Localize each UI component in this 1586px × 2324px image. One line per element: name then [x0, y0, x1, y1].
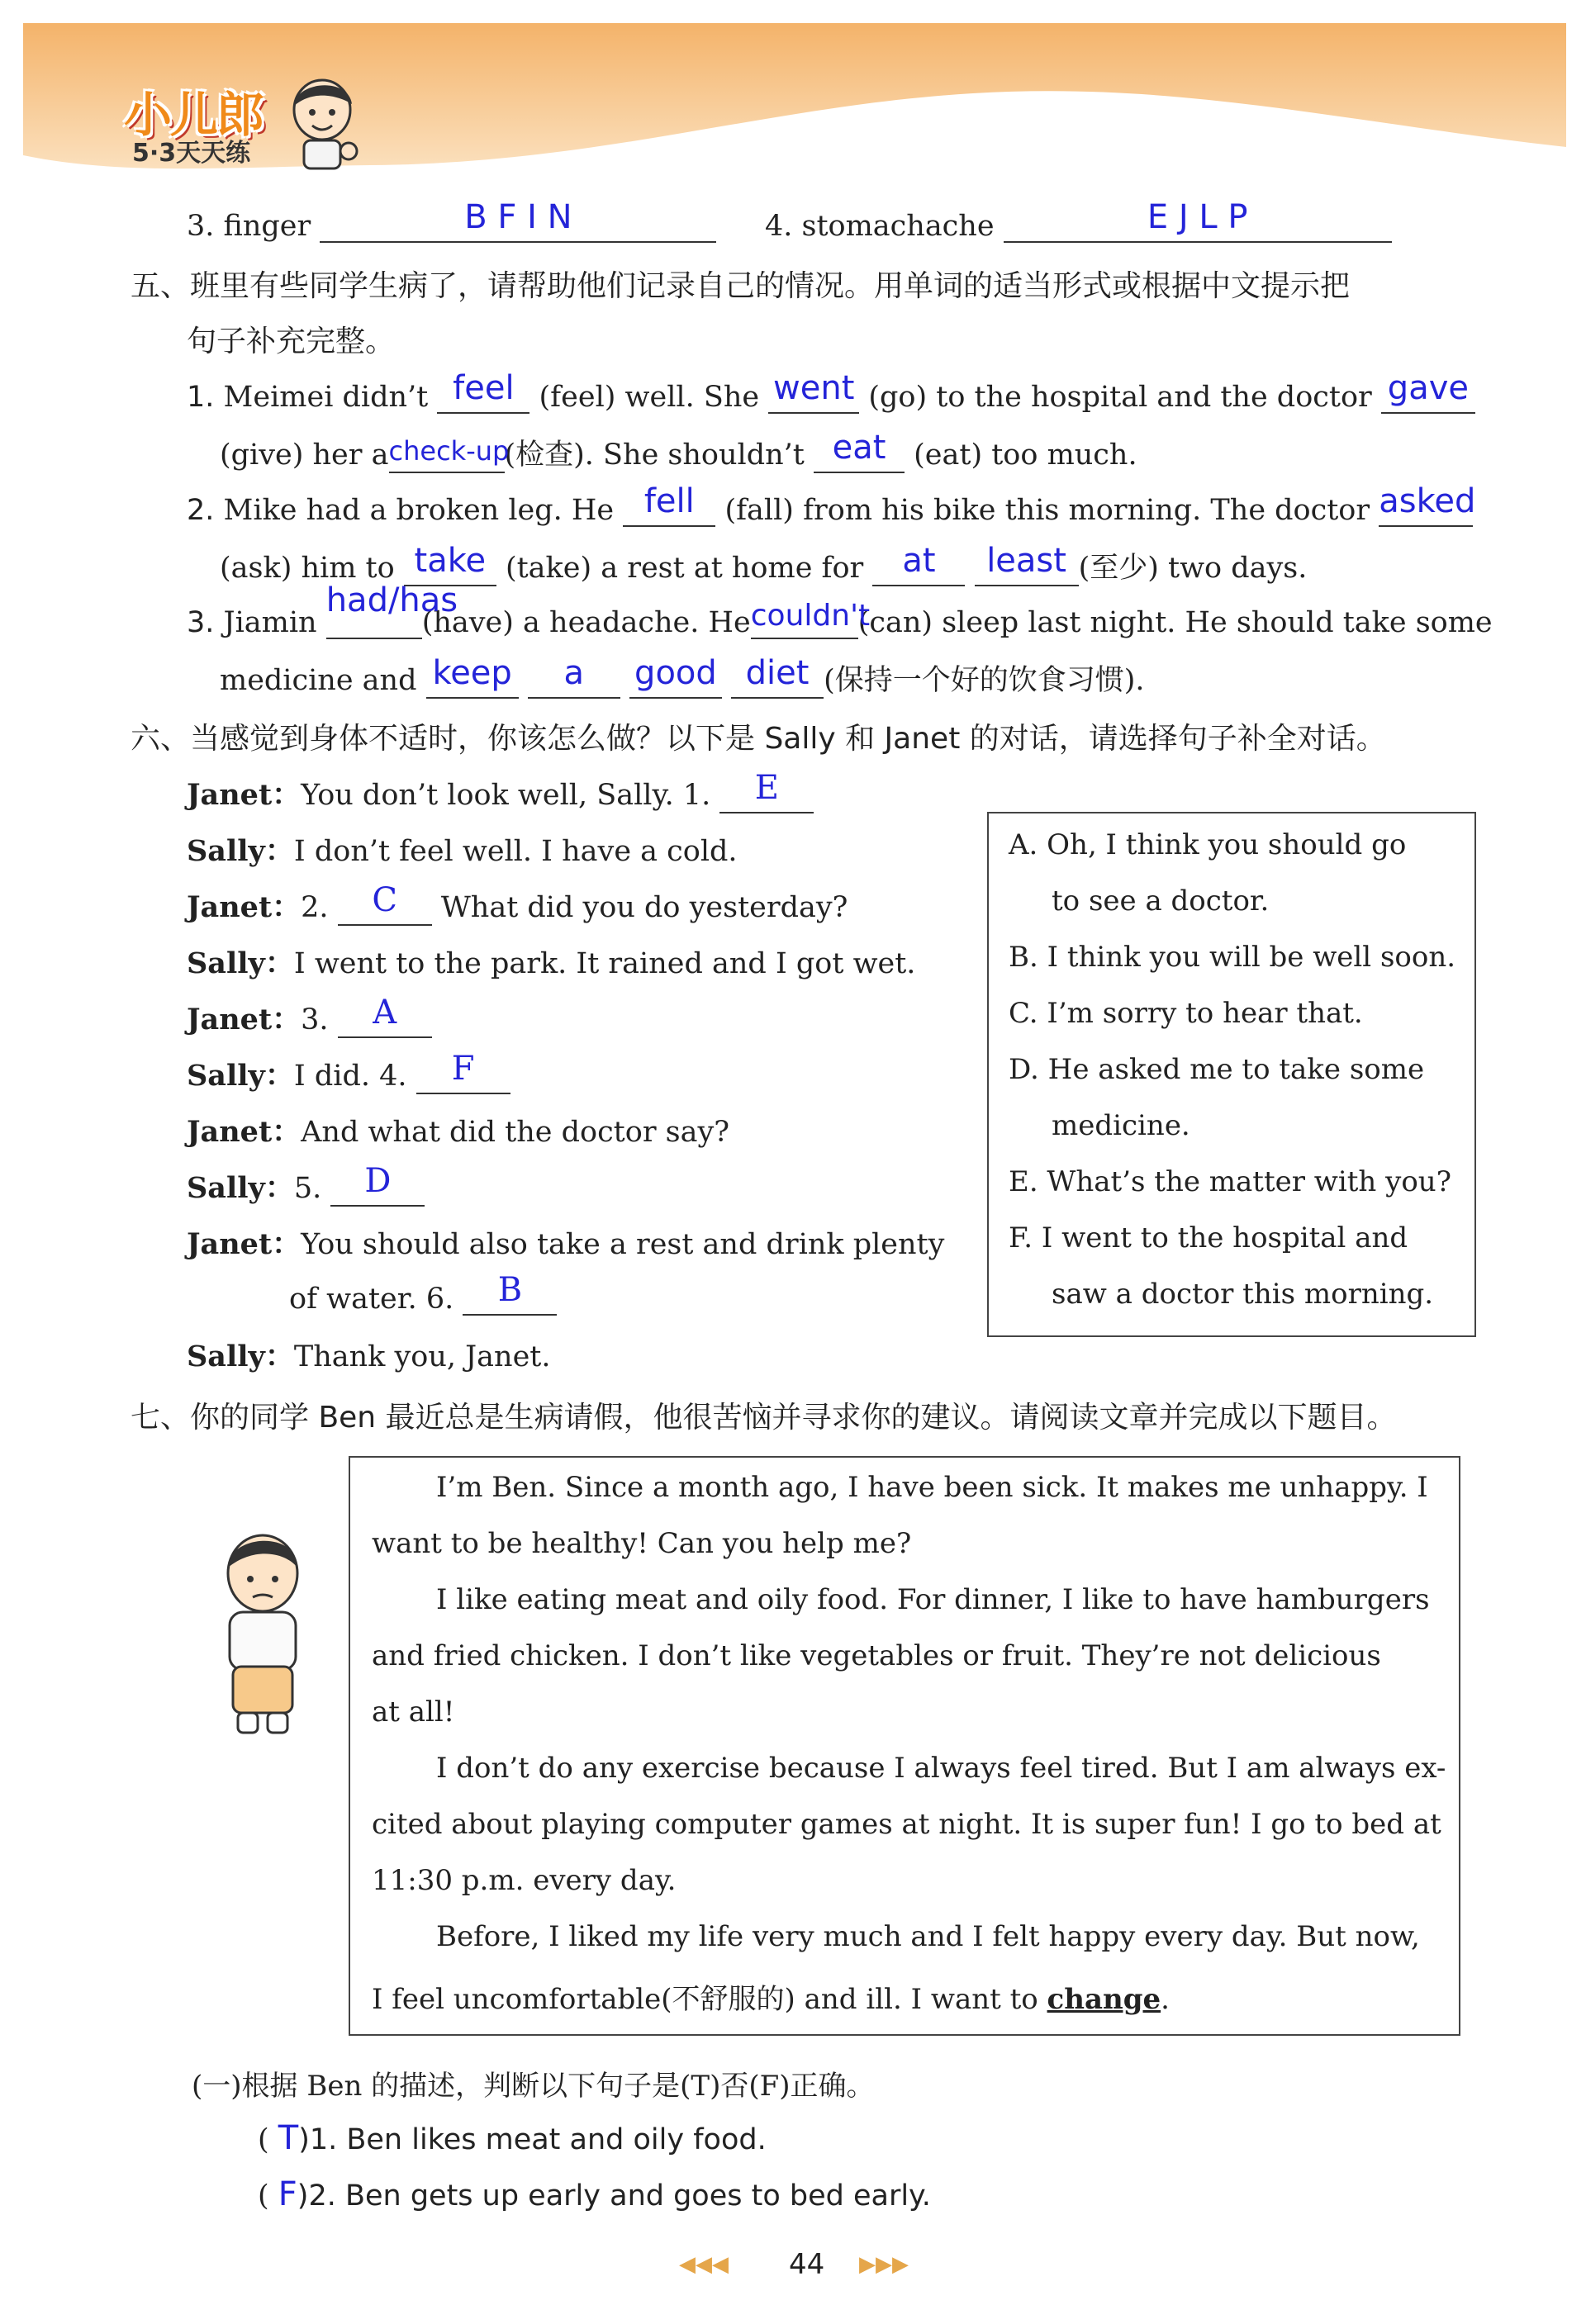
speaker: Sally： — [187, 1340, 294, 1373]
answer: keep — [432, 654, 512, 692]
dialogue-line-7 — [187, 1109, 729, 1150]
blank-couldnt[interactable] — [750, 599, 871, 639]
answer: fell — [643, 482, 695, 520]
text: (保持一个好的饮食习惯). — [824, 664, 1145, 697]
blank-least[interactable] — [975, 542, 1079, 586]
blank-fell[interactable] — [623, 482, 715, 527]
passage-change-word: change — [1047, 1983, 1161, 2016]
page-number: 44 — [789, 2248, 825, 2281]
text: What did you do yesterday? — [440, 891, 848, 924]
speaker: Janet： — [187, 778, 302, 812]
q3-label: 3. finger — [187, 210, 311, 243]
dialogue-blank-3[interactable] — [338, 994, 432, 1038]
answer: asked — [1379, 482, 1476, 520]
prev-arrows-icon: ◀◀◀ — [679, 2252, 729, 2277]
passage-line-8: 11:30 p.m. every day. — [372, 1864, 677, 1897]
q3-finger-line — [187, 198, 716, 243]
s5-q3-line2 — [220, 654, 1145, 699]
answer: gave — [1387, 369, 1469, 407]
section5-heading-line2: 句子补充完整。 — [187, 325, 396, 358]
speaker: Sally： — [187, 946, 294, 980]
text: (fall) from his bike this morning. The doctor — [724, 494, 1370, 527]
option-f-line2: saw a doctor this morning. — [1052, 1278, 1434, 1311]
blank-went[interactable] — [768, 369, 859, 414]
passage-period: . — [1161, 1983, 1170, 2016]
answer: went — [773, 369, 855, 407]
text: 3. — [301, 1003, 329, 1036]
s5-q1-line2 — [220, 429, 1137, 473]
dialogue-blank-1[interactable] — [719, 769, 814, 813]
brand-subtitle: 5·3天天练 — [132, 139, 251, 168]
options-box — [987, 812, 1476, 1337]
open-paren: ( — [258, 2123, 278, 2156]
text: I did. 4. — [293, 1060, 407, 1093]
dialogue-line-3 — [187, 881, 848, 926]
dialogue-line-6 — [187, 1050, 510, 1094]
passage-line-4: and fried chicken. I don’t like vegetables or fruit. They’re not delicious — [372, 1639, 1381, 1672]
ben-character-icon — [205, 1528, 321, 1743]
blank-gave[interactable] — [1381, 369, 1475, 414]
q3-answer: B F I N — [464, 198, 572, 236]
q3-answer-blank[interactable] — [320, 198, 716, 243]
tf-answer-2[interactable]: F — [278, 2175, 297, 2213]
text: (feel) well. She — [539, 381, 760, 414]
blank-at[interactable] — [872, 542, 965, 586]
text: (eat) too much. — [914, 439, 1137, 472]
blank-feel[interactable] — [437, 369, 529, 414]
answer: had/has — [325, 581, 458, 619]
answer: B — [497, 1271, 523, 1309]
text: 5. — [293, 1172, 322, 1205]
dialogue-line-1 — [187, 769, 814, 813]
dialogue-line-8 — [187, 1162, 425, 1207]
answer: check-up — [388, 435, 510, 467]
section7-heading: 七、你的同学 Ben 最近总是生病请假，他很苦恼并寻求你的建议。请阅读文章并完成以下题目。 — [131, 1401, 1397, 1435]
tf-answer-1[interactable]: T — [278, 2119, 299, 2157]
text: Thank you, Janet. — [293, 1340, 551, 1373]
dialogue-line-2 — [187, 828, 738, 870]
passage-line-3: I like eating meat and oily food. For dinner, I like to have hamburgers — [436, 1583, 1430, 1616]
text: Mike had a broken leg. He — [223, 494, 615, 527]
text: (give) her a — [220, 439, 389, 472]
answer: at — [902, 542, 936, 580]
passage-line-6: I don’t do any exercise because I always feel tired. But I am always ex- — [436, 1752, 1446, 1785]
option-d-line2: medicine. — [1052, 1109, 1190, 1142]
text: of water. 6. — [289, 1283, 454, 1316]
text: medicine and — [220, 664, 417, 697]
answer: a — [563, 654, 585, 692]
text: (检查). She shouldn’t — [504, 439, 805, 472]
s5-q3-line1 — [187, 581, 1493, 639]
speaker: Sally： — [187, 1059, 294, 1093]
q-num: 3. — [187, 606, 215, 639]
passage-line-7: cited about playing computer games at night. It is super fun! I go to bed at — [372, 1808, 1441, 1841]
passage-line-10 — [372, 1976, 1170, 2017]
passage-line-9: Before, I liked my life very much and I felt happy every day. But now, — [436, 1920, 1420, 1953]
answer: good — [634, 654, 717, 692]
passage-text: I feel uncomfortable(不舒服的) and ill. I want to — [372, 1983, 1038, 2016]
text: 2. — [301, 891, 329, 924]
boy-mascot-icon — [281, 73, 363, 172]
speaker: Sally： — [187, 834, 294, 868]
option-d-line1: D. He asked me to take some — [1009, 1053, 1425, 1086]
blank-a[interactable] — [528, 654, 620, 699]
option-b: B. I think you will be well soon. — [1009, 941, 1456, 974]
blank-check-up[interactable] — [388, 435, 510, 473]
text: (can) sleep last night. He should take some — [857, 606, 1493, 639]
passage-line-2: want to be healthy! Can you help me? — [372, 1527, 912, 1560]
ben-passage-box — [349, 1456, 1460, 2036]
s5-q2-line1 — [187, 482, 1476, 527]
passage-line-1: I’m Ben. Since a month ago, I have been sick. It makes me unhappy. I — [436, 1471, 1428, 1504]
option-a-line2: to see a doctor. — [1052, 885, 1270, 918]
answer: feel — [453, 369, 515, 407]
s5-q1-line1 — [187, 369, 1475, 414]
speaker: Janet： — [187, 1115, 302, 1149]
dialogue-line-5 — [187, 994, 432, 1038]
tf-item-2 — [258, 2175, 931, 2213]
text: Meimei didn’t — [223, 381, 429, 414]
option-c: C. I’m sorry to hear that. — [1009, 997, 1363, 1030]
q4-answer-blank[interactable] — [1004, 198, 1392, 243]
dialogue-blank-5[interactable] — [330, 1162, 425, 1207]
q4-answer: E J L P — [1147, 198, 1248, 236]
blank-eat[interactable] — [814, 429, 905, 473]
q4-stomachache-line — [765, 198, 1392, 243]
answer: A — [373, 994, 397, 1032]
tf-item-1 — [258, 2119, 767, 2157]
answer: C — [372, 881, 397, 919]
speaker: Janet： — [187, 890, 302, 924]
speaker: Janet： — [187, 1003, 302, 1036]
q4-label: 4. stomachache — [765, 210, 995, 243]
tf-text: )1. Ben likes meat and oily food. — [298, 2123, 767, 2156]
passage-line-5: at all! — [372, 1696, 455, 1729]
text: Jiamin — [223, 606, 317, 639]
answer: couldn't — [750, 599, 871, 633]
blank-good[interactable] — [629, 654, 722, 699]
text: (至少) two days. — [1078, 552, 1308, 585]
answer: take — [414, 542, 487, 580]
brand-logo: 小儿郎 — [124, 87, 264, 143]
dialogue-line-4 — [187, 941, 915, 982]
text: (ask) him to — [220, 552, 395, 585]
answer: F — [451, 1050, 475, 1088]
dialogue-blank-4[interactable] — [416, 1050, 510, 1094]
text: You don’t look well, Sally. 1. — [301, 779, 711, 812]
option-e: E. What’s the matter with you? — [1009, 1165, 1451, 1198]
speaker: Janet： — [187, 1227, 302, 1261]
answer: E — [754, 769, 779, 807]
text: I went to the park. It rained and I got wet. — [293, 947, 916, 980]
answer: diet — [745, 654, 810, 692]
blank-had-has[interactable] — [325, 581, 458, 639]
text: (go) to the hospital and the doctor — [868, 381, 1372, 414]
answer: eat — [832, 429, 886, 467]
answer: D — [364, 1162, 392, 1200]
section6-heading: 六、当感觉到身体不适时，你该怎么做？以下是 Sally 和 Janet 的对话，请选择句子补全对话。 — [131, 722, 1386, 756]
dialogue-blank-6[interactable] — [463, 1271, 557, 1316]
blank-diet[interactable] — [731, 654, 824, 699]
section7-subheading: (一)根据 Ben 的描述，判断以下句子是(T)否(F)正确。 — [192, 2070, 875, 2103]
open-paren: ( — [258, 2179, 278, 2213]
q-num: 1. — [187, 381, 215, 414]
speaker: Sally： — [187, 1171, 294, 1205]
q-num: 2. — [187, 494, 215, 527]
section5-heading-line1: 五、班里有些同学生病了，请帮助他们记录自己的情况。用单词的适当形式或根据中文提示把 — [131, 269, 1351, 303]
tf-text: )2. Ben gets up early and goes to bed early. — [297, 2179, 931, 2213]
blank-keep[interactable] — [426, 654, 519, 699]
option-f-line1: F. I went to the hospital and — [1009, 1221, 1408, 1254]
option-a-line1: A. Oh, I think you should go — [1009, 828, 1407, 861]
text: You should also take a rest and drink plenty — [301, 1228, 945, 1261]
text: (take) a rest at home for — [505, 552, 864, 585]
dialogue-line-9 — [187, 1221, 944, 1263]
text: And what did the doctor say? — [301, 1116, 730, 1149]
answer: least — [986, 542, 1066, 580]
text: (have) a headache. He — [421, 606, 751, 639]
dialogue-blank-2[interactable] — [338, 881, 432, 926]
next-arrows-icon: ▶▶▶ — [859, 2252, 909, 2277]
blank-asked[interactable] — [1379, 482, 1476, 527]
dialogue-line-11 — [187, 1334, 551, 1375]
s5-q2-line2 — [220, 542, 1308, 586]
text: I don’t feel well. I have a cold. — [293, 835, 738, 868]
dialogue-line-10 — [289, 1271, 557, 1316]
